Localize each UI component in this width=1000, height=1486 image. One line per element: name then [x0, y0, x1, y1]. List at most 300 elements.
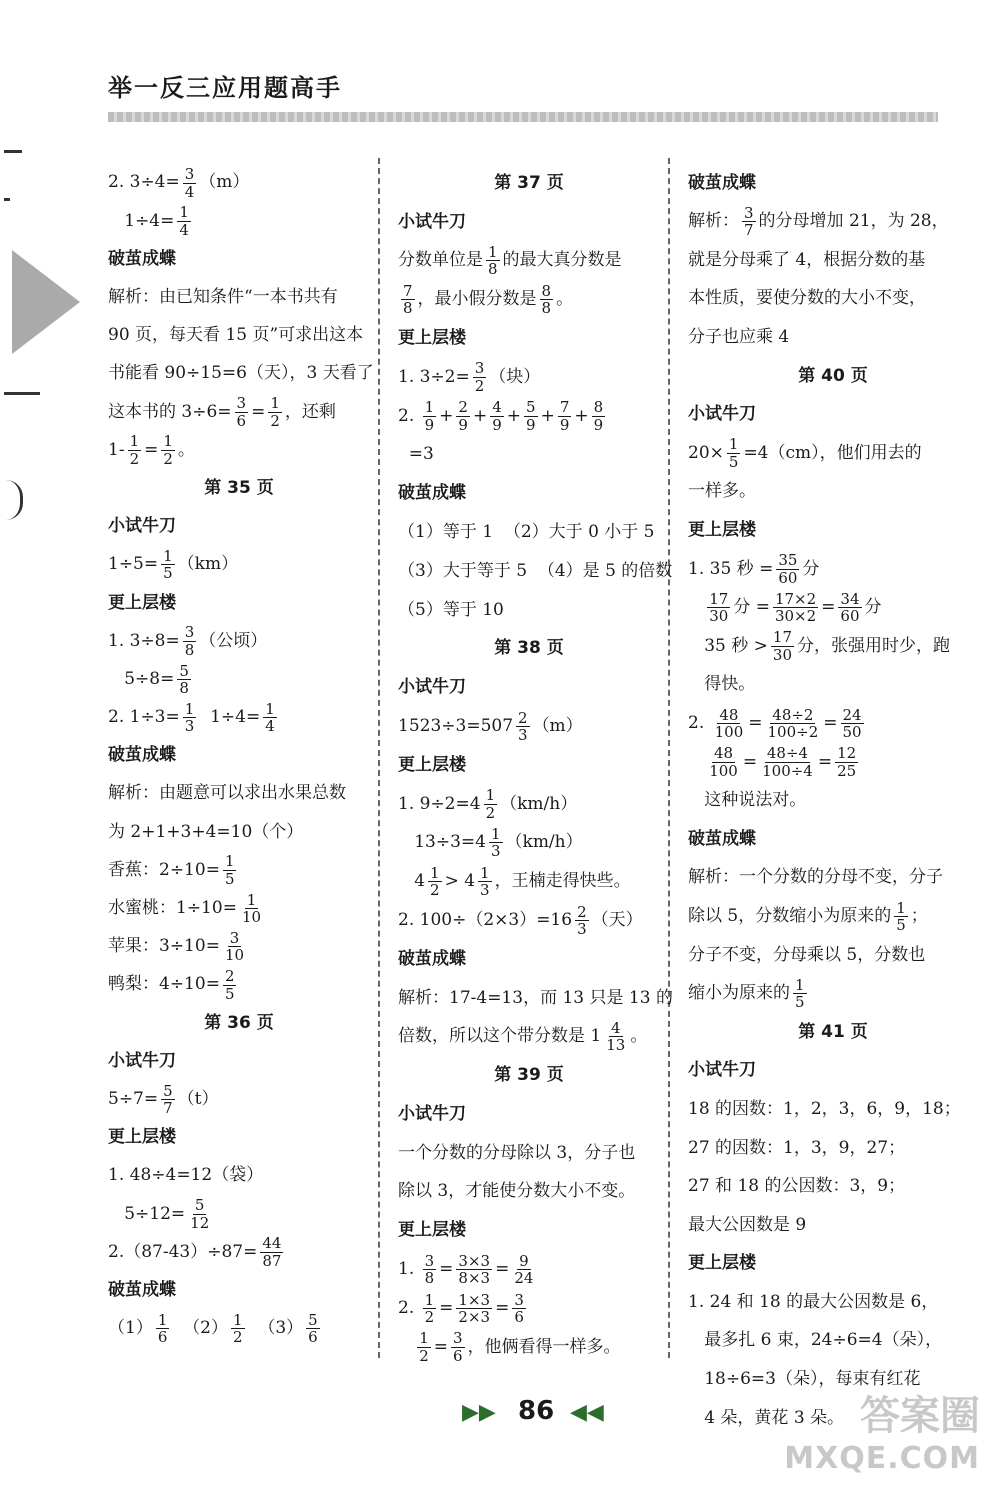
answer-line [688, 666, 978, 705]
answer-line [398, 785, 660, 824]
fraction [486, 244, 500, 278]
fraction [417, 1330, 431, 1364]
denominator: 6 [308, 1328, 318, 1347]
fraction [188, 1197, 211, 1231]
numerator: 1 [430, 863, 440, 882]
fraction [604, 1020, 627, 1054]
denominator: 4 [184, 182, 195, 201]
denominator: 2 [163, 449, 173, 468]
answer-text: 1. 48÷4=12（袋） [108, 1165, 264, 1186]
answer-text: = [439, 1297, 454, 1318]
answer-line [398, 203, 660, 242]
denominator: 2 [474, 376, 485, 395]
denominator: 6 [514, 1308, 524, 1326]
answer-text: 2. 1÷3= [108, 707, 180, 728]
numerator: 2 [224, 967, 235, 986]
answer-line [398, 436, 660, 475]
numerator: 48 [713, 744, 734, 763]
answer-line [108, 1271, 370, 1309]
section-heading: 小试牛刀 [688, 404, 756, 425]
section-heading: 小试牛刀 [688, 1060, 756, 1081]
denominator: 4 [179, 220, 189, 239]
denominator: 2 [424, 1308, 435, 1326]
section-heading: 小试牛刀 [108, 1050, 176, 1071]
answer-line [398, 746, 660, 785]
numerator: 1 [179, 203, 189, 222]
fraction [177, 663, 191, 697]
forward-arrows-icon: ▶▶ [462, 1400, 496, 1425]
denominator: 30×2 [774, 607, 817, 626]
fraction [231, 1312, 245, 1346]
denominator: 2 [233, 1328, 243, 1347]
section-heading: 更上层楼 [108, 1127, 176, 1148]
answer-line [108, 470, 370, 508]
section-heading: 破茧成蝶 [688, 828, 756, 849]
numerator: 1 [424, 398, 435, 417]
page-number: 86 [518, 1396, 555, 1426]
fraction [183, 624, 197, 658]
answer-line [688, 1322, 978, 1361]
fraction [894, 900, 908, 934]
answer-line [108, 1233, 370, 1271]
numerator: 35 [778, 551, 798, 570]
denominator: 6 [453, 1346, 463, 1365]
denominator: 100÷2 [767, 723, 819, 742]
answer-line [108, 890, 370, 928]
answer-line [688, 1129, 978, 1168]
numerator: 1 [424, 1290, 435, 1309]
numerator: 1 [163, 546, 173, 565]
numerator: 1 [224, 852, 235, 871]
answer-text: =4（cm），他们用去的 [743, 442, 922, 463]
section-heading: 更上层楼 [398, 754, 466, 775]
numerator: 5 [194, 1196, 205, 1215]
answer-text: 20× [688, 442, 724, 463]
answer-text: 2. [398, 1297, 420, 1318]
book-title: 举一反三应用题高手 [108, 74, 342, 102]
section-heading: 破茧成蝶 [398, 948, 466, 969]
fraction [835, 745, 858, 779]
answer-text: 4 朵，黄花 3 朵。 [688, 1407, 845, 1428]
denominator: 2 [430, 881, 440, 900]
numerator: 3 [184, 623, 195, 642]
fraction [456, 1292, 492, 1326]
numerator: 17×2 [774, 589, 817, 608]
numerator: 5 [308, 1310, 318, 1329]
answer-line [688, 318, 978, 357]
denominator: 5 [224, 869, 235, 888]
numerator: 1 [419, 1329, 429, 1348]
fraction [838, 591, 861, 625]
answer-line [688, 473, 978, 512]
answer-line [398, 591, 660, 630]
answer-text: 除以 3，才能使分数大小不变。 [398, 1181, 636, 1202]
fraction [727, 436, 741, 470]
answer-text: 得快。 [688, 674, 756, 695]
answer-line [688, 203, 978, 242]
answer-text [688, 597, 704, 618]
denominator: 9 [559, 415, 570, 434]
answer-line [398, 1212, 660, 1251]
numerator: 5 [526, 398, 536, 417]
section-heading: 小试牛刀 [108, 516, 176, 537]
fraction [771, 629, 794, 663]
column-divider-2 [668, 158, 670, 1358]
answer-line [688, 897, 978, 936]
answer-line [688, 627, 978, 666]
numerator: 3 [229, 928, 240, 947]
fraction [268, 395, 282, 429]
answer-text: =3 [398, 444, 434, 465]
answer-text: = [817, 751, 833, 772]
denominator: 25 [837, 761, 857, 780]
denominator: 100÷4 [762, 761, 813, 780]
answer-line [398, 824, 660, 863]
fraction [575, 904, 589, 938]
denominator: 30 [772, 645, 792, 664]
answer-line [688, 936, 978, 975]
answer-line [108, 546, 370, 584]
numerator: 17 [772, 628, 792, 647]
answer-line [108, 699, 370, 737]
fraction [423, 1292, 437, 1326]
numerator: 4 [492, 398, 502, 417]
answer-text: 1. 24 和 18 的最大公因数是 6， [688, 1291, 939, 1312]
answer-text: 35 秒 > [688, 635, 768, 656]
numerator: 8 [593, 398, 604, 417]
watermark-logo-text: 答案圈 [860, 1393, 980, 1439]
answer-text: 最多扎 6 束，24÷6=4（朵）， [688, 1330, 943, 1351]
answer-text: ； [910, 905, 928, 926]
answer-line [108, 1310, 370, 1348]
answer-text: 。 [630, 1026, 648, 1047]
answer-line [108, 1004, 370, 1042]
answer-line [108, 966, 370, 1004]
answer-text: （3）大于等于 5 （4）是 5 的倍数 [398, 560, 673, 581]
answer-text: = [433, 1336, 449, 1357]
numerator: 5 [163, 1081, 173, 1100]
answer-line [688, 1245, 978, 1284]
denominator: 5 [224, 984, 235, 1003]
fraction [156, 1312, 170, 1346]
answer-line [108, 660, 370, 698]
answer-text: 分 = [733, 597, 770, 618]
answer-text: 13÷3=4 [398, 832, 486, 853]
answer-line [108, 1195, 370, 1233]
answer-column-middle [398, 164, 673, 1367]
answer-text: 为 2+1+3+4=10（个） [108, 821, 304, 842]
fraction [161, 548, 175, 582]
numerator: 7 [403, 281, 413, 300]
answer-text: = [823, 712, 838, 733]
answer-text: 1. 3÷2= [398, 366, 470, 387]
numerator: 17 [709, 589, 729, 608]
fraction [592, 399, 606, 433]
answer-text: （公顷） [199, 630, 268, 651]
denominator: 2×3 [458, 1308, 491, 1326]
fraction [456, 1253, 492, 1287]
answer-line [398, 242, 660, 281]
answer-text: 解析：由已知条件“一本书共有 [108, 287, 338, 308]
answer-text: 解析：17-4=13，而 13 只是 13 的 [398, 987, 673, 1008]
numerator: 1 [485, 786, 496, 805]
numerator: 48 [719, 705, 739, 724]
fraction [484, 787, 498, 821]
answer-text: 一样多。 [688, 481, 756, 502]
fraction [478, 865, 492, 899]
answer-text: 1- [108, 439, 125, 460]
numerator: 1 [896, 898, 906, 917]
fraction [223, 853, 237, 887]
denominator: 30 [709, 607, 729, 626]
answer-text: = [144, 439, 159, 460]
denominator: 5 [795, 993, 805, 1012]
answer-text: 2. 3÷4= [108, 172, 180, 193]
answer-line [398, 630, 660, 669]
fraction [235, 395, 249, 429]
numerator: 3 [474, 359, 485, 378]
answer-text: （km/h） [500, 793, 578, 814]
section-heading: 破茧成蝶 [108, 248, 176, 269]
answer-line [688, 550, 978, 589]
denominator: 8×3 [458, 1269, 491, 1288]
answer-text: （块） [489, 366, 541, 387]
answer-text: 分，张强用时少，跑 [797, 635, 950, 656]
section-heading: 更上层楼 [688, 1253, 756, 1274]
answer-line [398, 1328, 660, 1367]
answer-line [108, 622, 370, 660]
fraction [177, 204, 191, 238]
answer-text: （km/h） [505, 832, 583, 853]
answer-line [398, 1018, 660, 1057]
fraction [793, 977, 807, 1011]
answer-text: 。 [556, 289, 574, 310]
fraction [183, 166, 197, 200]
fraction [841, 707, 864, 741]
denominator: 9 [458, 415, 468, 434]
answer-text: （5）等于 10 [398, 599, 504, 620]
numerator: 3 [184, 165, 195, 184]
denominator: 8 [403, 299, 413, 318]
answer-line [688, 1206, 978, 1245]
numerator: 3 [744, 203, 754, 222]
answer-text: 1÷5= [108, 554, 159, 575]
page-heading: 第 39 页 [494, 1065, 564, 1086]
answer-text: + [540, 405, 555, 426]
denominator: 2 [129, 449, 140, 468]
answer-text: 27 的因数：1，3，9，27； [688, 1137, 906, 1158]
numerator: 1 [488, 242, 498, 261]
denominator: 5 [728, 452, 739, 471]
fraction [742, 205, 756, 239]
fraction [473, 360, 487, 394]
numerator: 3 [424, 1251, 435, 1270]
answer-text: 最大公因数是 9 [688, 1214, 807, 1235]
answer-text: ，最小假分数是 [417, 289, 537, 310]
fraction [161, 1083, 175, 1117]
numerator: 3×3 [458, 1251, 491, 1270]
answer-line [688, 434, 978, 473]
answer-text: 分 [864, 597, 882, 618]
answer-line [398, 1134, 660, 1173]
answer-line [688, 1090, 978, 1129]
answer-line [398, 358, 660, 397]
page-heading: 第 37 页 [494, 172, 564, 193]
page-heading: 第 35 页 [204, 477, 274, 498]
numerator: 2 [518, 708, 528, 727]
denominator: 3 [480, 881, 490, 900]
answer-line [398, 280, 660, 319]
denominator: 3 [577, 920, 587, 939]
denominator: 5 [896, 916, 906, 935]
answer-text [688, 752, 704, 773]
answer-text: 就是分母乘了 4，根据分数的基 [688, 249, 926, 270]
answer-text: ，还剩 [284, 401, 336, 422]
answer-text: + [574, 405, 589, 426]
page-heading: 第 40 页 [798, 365, 868, 386]
page-heading: 第 38 页 [494, 638, 564, 659]
answer-text: 解析： [688, 211, 739, 232]
answer-text: 苹果：3÷10= [108, 936, 220, 957]
numerator: 2 [577, 902, 587, 921]
fraction [766, 707, 821, 741]
header-rule [108, 112, 938, 122]
fraction [240, 892, 263, 926]
answer-text: 2. [688, 712, 710, 733]
section-heading: 更上层楼 [688, 520, 756, 541]
numerator: 12 [837, 744, 857, 763]
answer-line [108, 355, 374, 393]
fraction [263, 701, 277, 735]
denominator: 2 [270, 411, 280, 430]
fraction [512, 1253, 535, 1287]
answer-text: + [472, 405, 488, 426]
fraction [489, 826, 503, 860]
numerator: 2 [458, 398, 468, 417]
answer-text: 90 页，每天看 15 页”可求出这本 [108, 325, 364, 346]
answer-text: （2） [172, 1318, 228, 1339]
section-heading: 破茧成蝶 [688, 172, 756, 193]
numerator: 1 [157, 1310, 168, 1329]
answer-text: 5÷8= [108, 668, 175, 689]
section-heading: 更上层楼 [398, 1220, 466, 1241]
fraction [558, 399, 572, 433]
denominator: 100 [709, 761, 738, 780]
denominator: 8 [424, 1269, 435, 1288]
numerator: 1 [490, 824, 501, 843]
answer-text: 除以 5，分数缩小为原来的 [688, 905, 892, 926]
denominator: 60 [778, 568, 798, 587]
answer-text: 分子不变，分母乘以 5，分数也 [688, 944, 926, 965]
answer-line [108, 851, 370, 889]
numerator: 3 [236, 394, 247, 413]
answer-line [398, 1289, 660, 1328]
answer-line [398, 552, 673, 591]
answer-text: 缩小为原来的 [688, 983, 790, 1004]
answer-line [108, 1119, 370, 1157]
answer-column-right [688, 164, 978, 1438]
answer-line [398, 1056, 660, 1095]
answer-text: 一个分数的分母除以 3，分子也 [398, 1142, 636, 1163]
numerator: 1 [233, 1310, 243, 1329]
answer-text: = [748, 712, 763, 733]
numerator: 48÷4 [766, 744, 809, 763]
answer-text: 。 [177, 439, 195, 460]
answer-line [688, 1052, 978, 1091]
fraction [773, 591, 818, 625]
answer-line [108, 202, 370, 240]
answer-text: （天） [591, 909, 643, 930]
answer-line [108, 164, 370, 202]
denominator: 3 [518, 726, 528, 745]
answer-text: 分数单位是 [398, 250, 483, 271]
answer-line [688, 820, 978, 859]
answer-line [108, 317, 370, 355]
fraction [423, 399, 437, 433]
answer-line [398, 474, 660, 513]
answer-line [688, 164, 978, 203]
answer-text: 18 的因数：1，2，3，6，9，18； [688, 1098, 961, 1119]
answer-text: + [506, 405, 522, 426]
answer-line [688, 357, 978, 396]
answer-line [398, 862, 660, 901]
fraction [428, 865, 442, 899]
answer-text: 香蕉：2÷10= [108, 859, 220, 880]
answer-text: 1. 3÷8= [108, 630, 180, 651]
answer-line [688, 396, 978, 435]
denominator: 2 [419, 1346, 429, 1365]
section-heading: 小试牛刀 [398, 211, 466, 232]
answer-text: 1÷4= [199, 707, 261, 728]
answer-text: 倍数，所以这个带分数是 1 [398, 1026, 602, 1047]
answer-line [398, 668, 660, 707]
numerator: 48÷2 [772, 705, 814, 724]
answer-text: 2.（87-43）÷87= [108, 1241, 258, 1262]
fraction [707, 591, 730, 625]
column-divider-1 [378, 158, 380, 1358]
answer-text: 的分母增加 21，为 28， [758, 211, 949, 232]
numerator: 3 [514, 1290, 524, 1309]
denominator: 8 [488, 260, 498, 279]
answer-text: + [439, 405, 454, 426]
answer-text: 解析：一个分数的分母不变，分子 [688, 867, 943, 888]
answer-text: （1） [108, 1318, 153, 1339]
answer-line [398, 707, 660, 746]
fraction [707, 745, 740, 779]
answer-line [108, 775, 370, 813]
answer-text: 的最大真分数是 [502, 250, 622, 271]
denominator: 8 [179, 679, 189, 698]
answer-line [108, 813, 370, 851]
answer-line [688, 782, 978, 821]
answer-line [108, 928, 370, 966]
answer-line [398, 940, 660, 979]
answer-line [688, 1167, 978, 1206]
denominator: 6 [157, 1328, 168, 1347]
answer-text: ，王楠走得快些。 [494, 871, 631, 892]
answer-line [688, 704, 978, 743]
fraction [516, 710, 530, 744]
answer-text: = [742, 751, 758, 772]
numerator: 1 [246, 890, 257, 909]
answer-text: 本性质，要使分数的大小不变， [688, 288, 926, 309]
answer-text: 27 和 18 的公因数：3，9； [688, 1176, 906, 1197]
denominator: 60 [840, 607, 860, 626]
answer-line [688, 1283, 978, 1322]
fraction [490, 399, 504, 433]
numerator: 9 [519, 1251, 529, 1270]
answer-line [688, 1013, 978, 1052]
